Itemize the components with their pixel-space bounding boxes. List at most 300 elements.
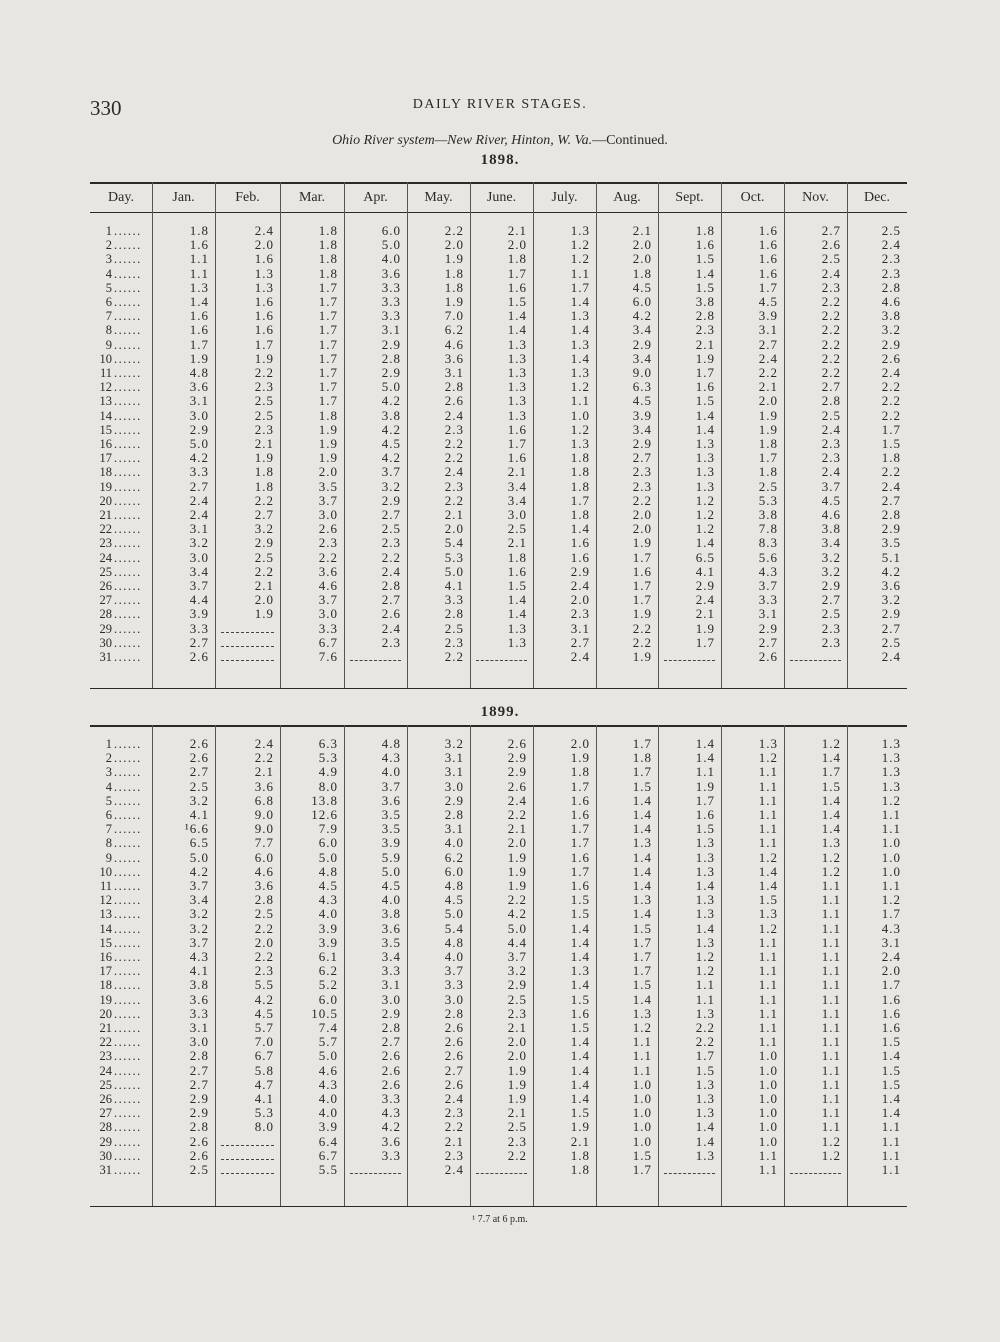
stage-aug: 1.8 [632, 265, 652, 281]
day-cell [90, 993, 152, 1007]
stage-apr: 2.9 [381, 1005, 401, 1021]
stage-aug: 1.7 [632, 949, 652, 964]
leader-dots: ...... [114, 864, 142, 879]
stage-mar: 2.6 [318, 521, 338, 537]
day-cell [90, 794, 152, 808]
day-number: 5 [105, 280, 112, 295]
day-number: 25 [99, 564, 112, 579]
stage-june: 2.1 [507, 223, 527, 238]
stage-nov: 1.4 [821, 792, 841, 808]
stage-apr: 3.6 [381, 1133, 401, 1149]
stage-nov: 3.8 [821, 521, 841, 537]
stage-feb: 2.5 [254, 393, 274, 409]
stage-mar: 1.7 [318, 308, 338, 324]
day-number: 18 [99, 978, 112, 993]
stage-aug: 1.1 [632, 1062, 652, 1078]
stage-may: 5.4 [444, 920, 464, 936]
stage-july: 1.0 [570, 407, 590, 423]
stage-apr: 3.7 [381, 464, 401, 480]
stage-aug: 1.2 [632, 1020, 652, 1035]
stage-sept: 1.3 [695, 478, 715, 494]
stage-aug: 1.9 [632, 606, 652, 622]
stage-nov: 1.5 [821, 778, 841, 794]
stage-jan: 2.9 [189, 421, 209, 437]
day-number: 30 [99, 1148, 112, 1163]
stage-dec: 2.6 [881, 350, 901, 366]
stage-oct: 1.0 [758, 1048, 778, 1064]
stage-oct: 1.0 [758, 1062, 778, 1078]
stage-sept: 1.3 [695, 934, 715, 950]
stage-july: 3.1 [570, 620, 590, 636]
stage-mar: 5.3 [318, 750, 338, 766]
stage-feb [221, 1149, 274, 1160]
column-rule [533, 725, 534, 1206]
day-cell [90, 1106, 152, 1120]
stage-jan: 3.2 [189, 906, 209, 922]
stage-jan: 2.7 [189, 1062, 209, 1078]
stage-nov: 1.2 [821, 849, 841, 865]
stage-june: 2.9 [507, 764, 527, 780]
stage-aug: 2.9 [632, 336, 652, 352]
column-rule [533, 182, 534, 688]
stage-nov: 2.5 [821, 606, 841, 622]
day-number: 22 [99, 522, 112, 537]
stage-nov: 1.1 [821, 1091, 841, 1106]
stage-july: 2.1 [570, 1133, 590, 1149]
stage-jan: 2.5 [189, 778, 209, 794]
stage-may: 2.2 [444, 436, 464, 451]
subtitle-continued: —Continued. [592, 133, 668, 148]
stage-jan: 4.2 [189, 863, 209, 879]
day-cell [90, 323, 152, 337]
day-cell [90, 494, 152, 508]
stage-nov: 2.6 [821, 237, 841, 253]
stage-mar: 1.9 [318, 436, 338, 451]
leader-dots: ...... [114, 522, 142, 537]
day-cell [90, 622, 152, 636]
stage-feb: 2.2 [254, 920, 274, 936]
stage-mar: 2.0 [318, 464, 338, 480]
stage-mar: 4.6 [318, 578, 338, 593]
leader-dots: ...... [114, 224, 142, 238]
leader-dots: ...... [114, 779, 142, 794]
stage-may: 1.8 [444, 265, 464, 281]
stage-june: 1.3 [507, 336, 527, 352]
day-number: 21 [99, 508, 112, 522]
stage-dec: 2.9 [881, 521, 901, 537]
stage-dec: 1.5 [881, 1034, 901, 1050]
leader-dots: ...... [114, 394, 142, 409]
stage-july: 1.3 [570, 336, 590, 352]
stage-june: 1.3 [507, 407, 527, 423]
stage-feb: 2.2 [254, 750, 274, 766]
stage-apr: 2.9 [381, 492, 401, 508]
stage-june: 2.6 [507, 736, 527, 751]
column-rule [847, 725, 848, 1206]
leader-dots: ...... [114, 238, 142, 253]
stage-nov: 2.4 [821, 464, 841, 480]
day-cell [90, 636, 152, 650]
column-rule [470, 182, 471, 688]
stage-oct: 1.6 [758, 237, 778, 253]
stage-oct: 1.0 [758, 1091, 778, 1106]
stage-mar: 6.1 [318, 949, 338, 964]
stage-may: 4.5 [444, 892, 464, 908]
stage-feb: 7.7 [254, 835, 274, 851]
stage-feb [221, 622, 274, 633]
day-number: 18 [99, 465, 112, 480]
day-number: 31 [99, 1163, 112, 1177]
stage-apr: 2.7 [381, 507, 401, 522]
day-number: 1 [105, 737, 112, 751]
stage-july: 1.8 [570, 1162, 590, 1177]
stage-may: 1.9 [444, 294, 464, 309]
column-rule [596, 182, 597, 688]
stage-sept: 4.1 [695, 563, 715, 579]
stage-apr: 3.3 [381, 279, 401, 295]
leader-dots: ...... [114, 366, 142, 380]
stage-dec: 1.1 [881, 878, 901, 893]
stage-june: 2.5 [507, 1119, 527, 1135]
stage-june: 1.8 [507, 251, 527, 267]
stage-feb: 4.1 [254, 1091, 274, 1106]
day-cell [90, 508, 152, 522]
leader-dots: ...... [114, 850, 142, 865]
stage-dec: 2.2 [881, 407, 901, 423]
stage-dec: 1.1 [881, 1147, 901, 1163]
stage-mar: 4.8 [318, 863, 338, 879]
stage-july: 1.4 [570, 949, 590, 964]
stage-july: 1.3 [570, 223, 590, 238]
stage-june: 2.5 [507, 521, 527, 537]
stage-aug: 2.2 [632, 620, 652, 636]
stage-mar: 3.7 [318, 492, 338, 508]
stage-oct: 3.1 [758, 606, 778, 622]
stage-apr: 2.4 [381, 620, 401, 636]
day-cell [90, 1163, 152, 1177]
day-number: 13 [99, 907, 112, 922]
stage-jan: 2.7 [189, 1076, 209, 1092]
day-cell [90, 1007, 152, 1021]
stage-july: 1.9 [570, 1119, 590, 1135]
stage-feb: 2.0 [254, 934, 274, 950]
stage-feb: 2.4 [254, 736, 274, 751]
stage-jan: 2.7 [189, 634, 209, 650]
stage-sept [664, 650, 715, 661]
column-rule [344, 182, 345, 688]
column-header-dec: Dec. [863, 190, 891, 205]
stage-june: 2.2 [507, 807, 527, 822]
stage-feb [221, 1135, 274, 1146]
stage-sept: 1.2 [695, 507, 715, 522]
stage-aug: 1.4 [632, 906, 652, 922]
stage-dec: 1.6 [881, 991, 901, 1007]
stage-oct: 1.8 [758, 464, 778, 480]
day-number: 29 [99, 1134, 112, 1149]
day-cell [90, 352, 152, 366]
stage-dec: 2.9 [881, 336, 901, 352]
stage-may: 3.0 [444, 778, 464, 794]
stage-june: 1.7 [507, 436, 527, 451]
stage-apr: 2.3 [381, 535, 401, 551]
stage-feb: 2.1 [254, 578, 274, 593]
stage-jan: 3.1 [189, 393, 209, 409]
stage-mar: 3.9 [318, 920, 338, 936]
leader-dots: ...... [114, 621, 142, 636]
stage-mar: 1.7 [318, 365, 338, 380]
stage-nov: 1.1 [821, 1005, 841, 1021]
stage-june: 1.9 [507, 878, 527, 893]
stage-nov: 1.1 [821, 892, 841, 908]
stage-may: 3.2 [444, 736, 464, 751]
stage-jan: 3.2 [189, 535, 209, 551]
day-cell [90, 822, 152, 836]
stage-mar: 2.2 [318, 549, 338, 565]
stage-jan: 3.0 [189, 407, 209, 423]
day-number: 2 [105, 751, 112, 766]
stage-mar: 1.7 [318, 379, 338, 395]
stage-june: 3.4 [507, 492, 527, 508]
leader-dots: ...... [114, 1163, 142, 1177]
stage-sept: 1.3 [695, 1147, 715, 1163]
stage-aug: 1.4 [632, 878, 652, 893]
stage-mar: 1.7 [318, 336, 338, 352]
stage-dec: 3.2 [881, 592, 901, 608]
stage-mar: 1.8 [318, 265, 338, 281]
stage-mar: 1.8 [318, 407, 338, 423]
day-number: 25 [99, 1077, 112, 1092]
leader-dots: ...... [114, 751, 142, 766]
stage-oct: 1.4 [758, 863, 778, 879]
stage-aug: 1.9 [632, 649, 652, 664]
stage-apr: 3.6 [381, 920, 401, 936]
stage-sept: 1.5 [695, 821, 715, 837]
stage-oct: 1.1 [758, 807, 778, 822]
stage-dec: 2.7 [881, 492, 901, 508]
stage-oct: 1.7 [758, 450, 778, 466]
stage-feb: 4.6 [254, 863, 274, 879]
stage-jan: 1.6 [189, 308, 209, 324]
stage-nov: 1.1 [821, 906, 841, 922]
stage-sept: 3.8 [695, 294, 715, 309]
stage-oct: 1.1 [758, 1034, 778, 1050]
stage-july: 1.8 [570, 450, 590, 466]
stage-dec: 2.7 [881, 620, 901, 636]
leader-dots: ...... [114, 437, 142, 451]
stage-feb: 9.0 [254, 821, 274, 837]
stage-mar: 1.7 [318, 322, 338, 338]
stage-apr: 3.3 [381, 963, 401, 979]
stage-july: 1.3 [570, 308, 590, 324]
stage-june [476, 650, 527, 661]
column-header-aug: Aug. [613, 190, 641, 205]
stage-sept: 1.3 [695, 863, 715, 879]
stage-june: 2.3 [507, 1005, 527, 1021]
stage-dec: 1.4 [881, 1048, 901, 1064]
stage-oct: 1.1 [758, 792, 778, 808]
stage-may: 2.6 [444, 1048, 464, 1064]
stage-sept: 1.4 [695, 878, 715, 893]
stage-july: 1.8 [570, 764, 590, 780]
stage-june: 1.8 [507, 549, 527, 565]
stage-sept: 2.8 [695, 308, 715, 324]
stage-june: 1.6 [507, 450, 527, 466]
stage-nov: 1.1 [821, 949, 841, 964]
stage-july: 1.5 [570, 906, 590, 922]
stage-mar: 1.7 [318, 294, 338, 309]
stage-feb: 1.8 [254, 464, 274, 480]
column-header-jan: Jan. [172, 190, 195, 205]
stage-june: 1.4 [507, 322, 527, 338]
stage-sept: 1.4 [695, 421, 715, 437]
stage-apr: 2.8 [381, 350, 401, 366]
stage-july: 2.4 [570, 578, 590, 593]
day-cell [90, 238, 152, 252]
day-number: 24 [99, 1063, 112, 1078]
stage-feb: 2.3 [254, 963, 274, 979]
stage-july: 1.4 [570, 1034, 590, 1050]
stage-june: 1.4 [507, 308, 527, 324]
stage-may: 2.4 [444, 1091, 464, 1106]
stage-june: 3.0 [507, 507, 527, 522]
stage-may: 3.1 [444, 365, 464, 380]
day-cell [90, 309, 152, 323]
column-header-nov: Nov. [802, 190, 829, 205]
stage-june: 1.3 [507, 393, 527, 409]
stage-july: 1.7 [570, 492, 590, 508]
day-cell [90, 851, 152, 865]
stage-nov: 2.3 [821, 279, 841, 295]
stage-dec: 2.9 [881, 606, 901, 622]
stage-nov: 1.1 [821, 878, 841, 893]
stage-feb: 4.7 [254, 1076, 274, 1092]
column-rule [721, 725, 722, 1206]
stage-june: 2.0 [507, 835, 527, 851]
stage-oct: 1.1 [758, 1020, 778, 1035]
stage-may: 2.0 [444, 237, 464, 253]
stage-oct: 3.8 [758, 507, 778, 522]
day-cell [90, 366, 152, 380]
stage-sept: 1.9 [695, 778, 715, 794]
stage-sept: 1.8 [695, 223, 715, 238]
stage-dec: 4.3 [881, 920, 901, 936]
stage-oct: 3.7 [758, 578, 778, 593]
day-number: 28 [99, 1120, 112, 1135]
stage-dec: 1.3 [881, 778, 901, 794]
stage-oct: 1.3 [758, 736, 778, 751]
stage-feb: 1.9 [254, 606, 274, 622]
stage-sept: 1.1 [695, 991, 715, 1007]
leader-dots: ...... [114, 309, 142, 324]
stage-apr: 4.3 [381, 1105, 401, 1121]
stage-sept: 1.6 [695, 807, 715, 822]
stage-mar: 1.7 [318, 350, 338, 366]
stage-feb: 2.0 [254, 237, 274, 253]
stage-july: 1.1 [570, 265, 590, 281]
stage-feb: 2.1 [254, 764, 274, 780]
stage-may: 2.3 [444, 478, 464, 494]
stage-nov: 1.1 [821, 1105, 841, 1121]
stage-jan: 3.6 [189, 379, 209, 395]
stage-mar: 6.2 [318, 963, 338, 979]
stage-july: 1.4 [570, 521, 590, 537]
stage-feb [221, 636, 274, 647]
column-header-sept: Sept. [675, 190, 704, 205]
column-rule [280, 182, 281, 688]
stage-jan: 3.3 [189, 620, 209, 636]
stage-aug: 1.4 [632, 807, 652, 822]
day-cell [90, 950, 152, 964]
stage-oct: 1.9 [758, 407, 778, 423]
stage-dec: 2.4 [881, 237, 901, 253]
stage-oct: 1.9 [758, 421, 778, 437]
leader-dots: ...... [114, 593, 142, 608]
day-number: 16 [99, 437, 112, 451]
stage-feb: 5.8 [254, 1062, 274, 1078]
column-rule [658, 725, 659, 1206]
leader-dots: ...... [114, 765, 142, 780]
leader-dots: ...... [114, 479, 142, 494]
stage-may: 2.8 [444, 807, 464, 822]
stage-july: 1.7 [570, 821, 590, 837]
stage-aug: 1.1 [632, 1034, 652, 1050]
stage-july: 1.3 [570, 436, 590, 451]
stage-oct: 1.2 [758, 750, 778, 766]
stage-june: 1.3 [507, 365, 527, 380]
stage-feb: 1.9 [254, 350, 274, 366]
stage-jan: 3.4 [189, 563, 209, 579]
stage-apr: 3.7 [381, 778, 401, 794]
column-rule [152, 182, 153, 688]
stage-dec: 1.8 [881, 450, 901, 466]
stage-feb: 2.9 [254, 535, 274, 551]
stage-feb: 2.0 [254, 592, 274, 608]
leader-dots: ...... [114, 793, 142, 808]
stage-nov: 2.3 [821, 620, 841, 636]
day-cell [90, 451, 152, 465]
stage-mar: 3.5 [318, 478, 338, 494]
stage-apr: 5.9 [381, 849, 401, 865]
stage-oct: 1.1 [758, 1147, 778, 1163]
stage-dec: 1.2 [881, 892, 901, 908]
stage-dec: 1.5 [881, 436, 901, 451]
column-rule [658, 182, 659, 688]
stage-may: 3.3 [444, 977, 464, 993]
stage-june: 2.9 [507, 750, 527, 766]
stage-feb: 3.6 [254, 878, 274, 893]
stage-may: 3.7 [444, 963, 464, 979]
stage-apr: 3.3 [381, 294, 401, 309]
day-cell [90, 409, 152, 423]
stage-oct: 1.6 [758, 251, 778, 267]
stage-dec: 2.4 [881, 478, 901, 494]
leader-dots: ...... [114, 408, 142, 423]
stage-jan: 2.9 [189, 1091, 209, 1106]
stage-june: 4.4 [507, 934, 527, 950]
column-rule [344, 725, 345, 1206]
day-cell [90, 565, 152, 579]
stage-feb: 1.7 [254, 336, 274, 352]
stage-sept: 2.1 [695, 606, 715, 622]
stage-nov: 2.4 [821, 421, 841, 437]
stage-oct: 3.1 [758, 322, 778, 338]
stage-aug: 1.3 [632, 1005, 652, 1021]
stage-aug: 1.4 [632, 863, 652, 879]
stage-apr: 2.6 [381, 1062, 401, 1078]
stage-apr: 3.1 [381, 977, 401, 993]
stage-sept: 1.5 [695, 1062, 715, 1078]
stage-jan: 2.4 [189, 507, 209, 522]
